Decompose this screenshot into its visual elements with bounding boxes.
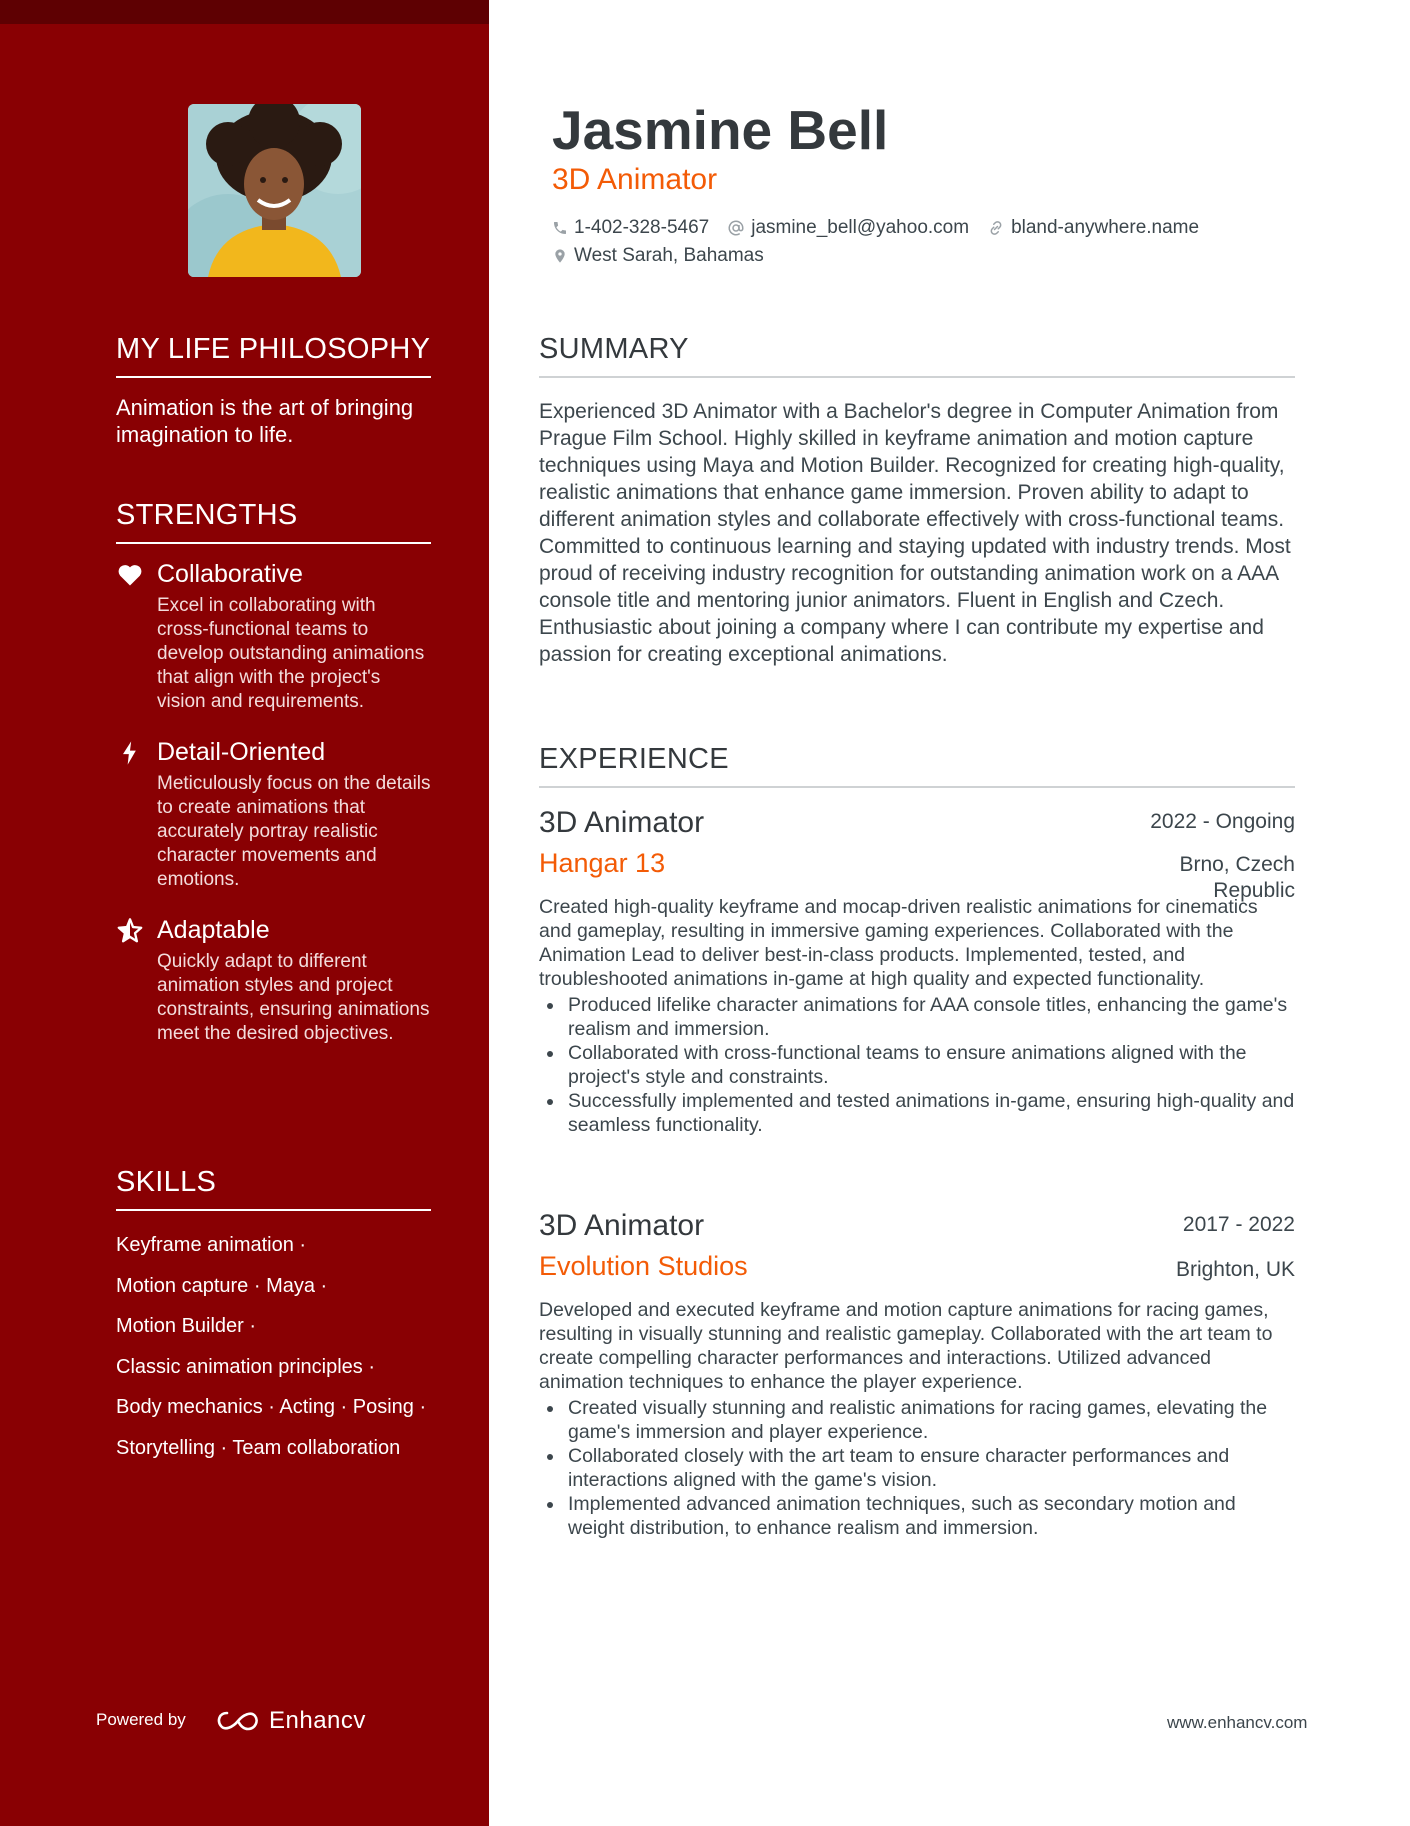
bolt-icon: [116, 739, 144, 767]
skill-line: Keyframe animation ·: [116, 1234, 307, 1256]
strength-desc: Meticulously focus on the details to create animations that accurately portray realistic character movements and emotions.: [157, 773, 431, 890]
job-location: [1179, 852, 1295, 904]
job-location: [1176, 1257, 1295, 1283]
experience-title: EXPERIENCE: [539, 743, 1295, 788]
job-company: Evolution Studios: [539, 1251, 748, 1281]
location-pin-icon: [552, 247, 568, 265]
job-bullet: Collaborated with cross-functional teams to ensure animations aligned with the project's style and constraints.: [539, 1041, 1295, 1089]
job-entry: [539, 806, 1295, 1137]
candidate-name: Jasmine Bell: [552, 99, 889, 161]
location-row: [552, 245, 782, 267]
enhancv-logo[interactable]: [215, 1707, 366, 1735]
job-title: 3D Animator: [539, 1209, 705, 1242]
job-bullet: Implemented advanced animation techniques, such as secondary motion and weight distribution, to enhance realism and immersion.: [539, 1492, 1295, 1540]
enhancv-brand: Enhancv: [269, 1707, 366, 1734]
phone-icon: [552, 220, 568, 236]
job-bullet: Created visually stunning and realistic animations for racing games, elevating the game's immersion and player experience.: [539, 1396, 1295, 1444]
sidebar-top-bar: [0, 0, 489, 24]
sidebar: [0, 0, 489, 1826]
link-icon: [987, 219, 1005, 237]
phone-text: 1-402-328-5467: [574, 217, 710, 238]
strength-item: [116, 558, 431, 714]
job-description: Developed and executed keyframe and motion capture animations for racing games, resulting in visually stunning and realistic gameplay. Collaborated with the art team to create compelling character performances and interactions. Utilized advanced animation techniques to enhance the player experience.: [539, 1299, 1273, 1393]
job-company: Hangar 13: [539, 848, 666, 878]
job-dates: 2022 - Ongoing: [1150, 810, 1295, 833]
footer-website[interactable]: www.enhancv.com: [1167, 1713, 1308, 1732]
job-bullets: [539, 993, 1295, 1137]
strengths-title: STRENGTHS: [116, 499, 431, 544]
headline: 3D Animator: [552, 163, 718, 196]
profile-photo: [188, 104, 361, 277]
summary-text: Experienced 3D Animator with a Bachelor's degree in Computer Animation from Prague Film School. Highly skilled in keyframe animation and motion capture techniques using Maya and Motion Builder. Recognized for creating high-quality, realistic animations that enhance game immersion. Proven ability to adapt to different animation styles and collaborate effectively with cross-functional teams. Committed to continuous learning and staying updated with industry trends. Most proud of receiving industry recognition for outstanding animation work on a AAA console title and mentoring junior animators. Fluent in English and Czech. Enthusiastic about joining a company where I can contribute my expertise and passion for creating exceptional animations.: [539, 400, 1291, 666]
job-entry: [539, 1209, 1295, 1540]
job-description: Created high-quality keyframe and mocap-driven realistic animations for cinematics and gameplay, resulting in immersive gaming experiences. Collaborated with the Animation Lead to deliver best-in-class products. Implemented, tested, and troubleshooted animations in-game at high quality and expected functionality.: [539, 896, 1258, 990]
skill-line: Body mechanics · Acting · Posing ·: [116, 1396, 427, 1418]
strength-desc: Quickly adapt to different animation styles and project constraints, ensuring animations meet the desired objectives.: [157, 951, 430, 1044]
email[interactable]: [727, 217, 969, 239]
email-text: jasmine_bell@yahoo.com: [751, 217, 970, 238]
website-text: bland-anywhere.name: [1011, 217, 1200, 238]
at-icon: [727, 219, 745, 237]
philosophy-section: [116, 333, 431, 448]
skills-section: [116, 1166, 431, 1468]
skill-line: Storytelling · Team collaboration: [116, 1436, 401, 1459]
job-dates: 2017 - 2022: [1182, 1213, 1295, 1236]
summary-title: SUMMARY: [539, 333, 1295, 378]
strength-item: [116, 736, 431, 892]
strengths-section: [116, 499, 431, 1046]
job-bullet: Successfully implemented and tested animations in-game, ensuring high-quality and seamless functionality.: [539, 1089, 1295, 1137]
location: [552, 245, 764, 267]
powered-by-text: Powered by: [96, 1710, 186, 1729]
strength-title: Adaptable: [157, 916, 270, 944]
job-location-line: Republic: [1213, 879, 1295, 902]
contact-row: [552, 217, 1217, 239]
phone[interactable]: [552, 217, 709, 239]
star-icon: [116, 917, 144, 945]
job-title: 3D Animator: [539, 806, 705, 839]
strength-desc: Excel in collaborating with cross-functional teams to develop outstanding animations that align with the project's vision and requirements.: [157, 595, 425, 712]
skills-title: SKILLS: [116, 1166, 431, 1211]
skill-line: Motion Builder ·: [116, 1315, 257, 1337]
job-bullets: [539, 1396, 1295, 1540]
job-location-line: Brno, Czech: [1179, 853, 1295, 876]
heart-icon: [116, 561, 144, 589]
job-bullet: Collaborated closely with the art team to ensure character performances and interactions aligned with the game's vision.: [539, 1444, 1295, 1492]
website[interactable]: [987, 217, 1199, 239]
philosophy-text: Animation is the art of bringing imagination to life.: [116, 395, 414, 447]
strength-item: [116, 914, 431, 1046]
strength-title: Detail-Oriented: [157, 738, 326, 766]
strength-title: Collaborative: [157, 560, 303, 588]
job-bullet: Produced lifelike character animations for AAA console titles, enhancing the game's realism and immersion.: [539, 993, 1295, 1041]
skills-list: [116, 1225, 431, 1468]
enhancv-logo-icon: [215, 1709, 261, 1733]
job-location-line: Brighton, UK: [1175, 1258, 1295, 1281]
skill-line: Classic animation principles ·: [116, 1355, 375, 1378]
location-text: West Sarah, Bahamas: [574, 245, 764, 266]
skill-line: Motion capture · Maya ·: [116, 1274, 328, 1297]
philosophy-title: MY LIFE PHILOSOPHY: [116, 333, 431, 378]
